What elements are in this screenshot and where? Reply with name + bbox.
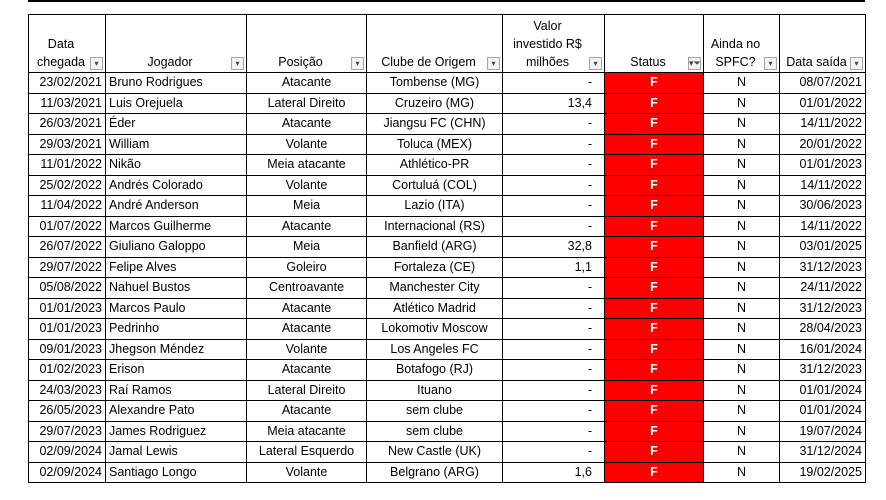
cell-status[interactable]: F: [605, 298, 704, 319]
cell-valor[interactable]: -: [503, 73, 605, 94]
cell-jogador[interactable]: Alexandre Pato: [106, 401, 247, 422]
cell-status[interactable]: F: [605, 196, 704, 217]
cell-data-chegada[interactable]: 24/03/2023: [29, 380, 106, 401]
cell-jogador[interactable]: Raí Ramos: [106, 380, 247, 401]
cell-valor[interactable]: -: [503, 196, 605, 217]
cell-ainda[interactable]: N: [704, 298, 780, 319]
cell-status[interactable]: F: [605, 216, 704, 237]
cell-data-chegada[interactable]: 02/09/2024: [29, 462, 106, 483]
cell-data-chegada[interactable]: 29/07/2022: [29, 257, 106, 278]
cell-jogador[interactable]: André Anderson: [106, 196, 247, 217]
cell-ainda[interactable]: N: [704, 319, 780, 340]
cell-posicao[interactable]: Atacante: [247, 319, 367, 340]
cell-data-saida[interactable]: 31/12/2023: [780, 360, 866, 381]
cell-data-chegada[interactable]: 01/02/2023: [29, 360, 106, 381]
cell-ainda[interactable]: N: [704, 73, 780, 94]
cell-valor[interactable]: -: [503, 298, 605, 319]
cell-data-chegada[interactable]: 11/03/2021: [29, 93, 106, 114]
cell-posicao[interactable]: Volante: [247, 134, 367, 155]
cell-ainda[interactable]: N: [704, 462, 780, 483]
cell-data-chegada[interactable]: 09/01/2023: [29, 339, 106, 360]
cell-jogador[interactable]: Santiago Longo: [106, 462, 247, 483]
cell-posicao[interactable]: Meia: [247, 196, 367, 217]
cell-data-chegada[interactable]: 26/05/2023: [29, 401, 106, 422]
cell-data-saida[interactable]: 31/12/2023: [780, 298, 866, 319]
cell-clube[interactable]: Cruzeiro (MG): [367, 93, 503, 114]
table-row: [29, 114, 866, 135]
cell-posicao[interactable]: Meia atacante: [247, 155, 367, 176]
cell-status[interactable]: F: [605, 380, 704, 401]
cell-posicao[interactable]: Atacante: [247, 114, 367, 135]
cell-valor[interactable]: -: [503, 155, 605, 176]
table-row: [29, 155, 866, 176]
cell-ainda[interactable]: N: [704, 339, 780, 360]
cell-status[interactable]: F: [605, 93, 704, 114]
cell-jogador[interactable]: Luis Orejuela: [106, 93, 247, 114]
cell-posicao[interactable]: Atacante: [247, 73, 367, 94]
cell-data-saida[interactable]: 14/11/2022: [780, 114, 866, 135]
header-label: Status: [630, 55, 666, 69]
cell-ainda[interactable]: N: [704, 196, 780, 217]
table-row: [29, 216, 866, 237]
header-label: Posição: [278, 55, 323, 69]
cell-status[interactable]: F: [605, 401, 704, 422]
table-row: [29, 134, 866, 155]
cell-status[interactable]: F: [605, 114, 704, 135]
cell-clube[interactable]: Jiangsu FC (CHN): [367, 114, 503, 135]
cell-clube[interactable]: Cortuluá (COL): [367, 175, 503, 196]
cell-clube[interactable]: Toluca (MEX): [367, 134, 503, 155]
cell-jogador[interactable]: Erison: [106, 360, 247, 381]
cell-jogador[interactable]: Jhegson Méndez: [106, 339, 247, 360]
cell-valor[interactable]: -: [503, 216, 605, 237]
cell-ainda[interactable]: N: [704, 401, 780, 422]
table-row: [29, 298, 866, 319]
filter-dropdown-icon[interactable]: ▾: [90, 57, 103, 70]
cell-clube[interactable]: Atlético Madrid: [367, 298, 503, 319]
cell-ainda[interactable]: N: [704, 114, 780, 135]
cell-data-saida[interactable]: 01/01/2023: [780, 155, 866, 176]
table-row: [29, 421, 866, 442]
cell-data-saida[interactable]: 01/01/2024: [780, 380, 866, 401]
cell-clube[interactable]: Los Angeles FC: [367, 339, 503, 360]
header-label: Valor investido R$ milhões: [513, 19, 582, 69]
cell-posicao[interactable]: Atacante: [247, 298, 367, 319]
cell-valor[interactable]: 32,8: [503, 237, 605, 258]
cell-jogador[interactable]: Jamal Lewis: [106, 442, 247, 463]
cell-clube[interactable]: Fortaleza (CE): [367, 257, 503, 278]
cell-status[interactable]: F: [605, 175, 704, 196]
cell-jogador[interactable]: Marcos Paulo: [106, 298, 247, 319]
cell-posicao[interactable]: Volante: [247, 339, 367, 360]
table-row: [29, 462, 866, 483]
cell-clube[interactable]: Manchester City: [367, 278, 503, 299]
cell-valor[interactable]: -: [503, 319, 605, 340]
cell-valor[interactable]: -: [503, 278, 605, 299]
cell-data-saida[interactable]: 01/01/2022: [780, 93, 866, 114]
cell-status[interactable]: F: [605, 278, 704, 299]
cell-data-chegada[interactable]: 26/03/2021: [29, 114, 106, 135]
cell-data-chegada[interactable]: 11/04/2022: [29, 196, 106, 217]
table-row: [29, 175, 866, 196]
cell-status[interactable]: F: [605, 155, 704, 176]
cell-posicao[interactable]: Atacante: [247, 401, 367, 422]
cell-ainda[interactable]: N: [704, 278, 780, 299]
cell-data-saida[interactable]: 28/04/2023: [780, 319, 866, 340]
filter-dropdown-icon[interactable]: ▾: [850, 57, 863, 70]
cell-data-saida[interactable]: 24/11/2022: [780, 278, 866, 299]
cell-jogador[interactable]: Marcos Guilherme: [106, 216, 247, 237]
cell-valor[interactable]: -: [503, 380, 605, 401]
cell-clube[interactable]: Ituano: [367, 380, 503, 401]
table-row: [29, 278, 866, 299]
cell-status[interactable]: F: [605, 462, 704, 483]
filter-dropdown-icon[interactable]: ▾: [351, 57, 364, 70]
header-ainda: [704, 15, 780, 73]
cell-ainda[interactable]: N: [704, 175, 780, 196]
cell-ainda[interactable]: N: [704, 237, 780, 258]
table-row: [29, 401, 866, 422]
header-status: [605, 15, 704, 73]
table-row: [29, 196, 866, 217]
cell-status[interactable]: F: [605, 360, 704, 381]
header-saida: [780, 15, 866, 73]
cell-posicao[interactable]: Meia atacante: [247, 421, 367, 442]
cell-clube[interactable]: Belgrano (ARG): [367, 462, 503, 483]
cell-clube[interactable]: Lazio (ITA): [367, 196, 503, 217]
header-label: Jogador: [147, 55, 193, 69]
cell-posicao[interactable]: Atacante: [247, 360, 367, 381]
cell-data-chegada[interactable]: 02/09/2024: [29, 442, 106, 463]
cell-ainda[interactable]: N: [704, 216, 780, 237]
cell-valor[interactable]: -: [503, 442, 605, 463]
table-row: [29, 380, 866, 401]
cell-posicao[interactable]: Volante: [247, 175, 367, 196]
cell-ainda[interactable]: N: [704, 442, 780, 463]
cell-ainda[interactable]: N: [704, 380, 780, 401]
cell-data-chegada[interactable]: 26/07/2022: [29, 237, 106, 258]
header-label: Ainda no SPFC?: [710, 37, 761, 69]
table-row: [29, 442, 866, 463]
cell-data-saida[interactable]: 14/11/2022: [780, 216, 866, 237]
table-row: [29, 360, 866, 381]
cell-status[interactable]: F: [605, 73, 704, 94]
cell-valor[interactable]: -: [503, 360, 605, 381]
cell-valor[interactable]: -: [503, 401, 605, 422]
header-posicao: [247, 15, 367, 73]
cell-jogador[interactable]: Pedrinho: [106, 319, 247, 340]
cell-data-chegada[interactable]: 23/02/2021: [29, 73, 106, 94]
cell-data-chegada[interactable]: 01/07/2022: [29, 216, 106, 237]
cell-posicao[interactable]: Lateral Esquerdo: [247, 442, 367, 463]
cell-jogador[interactable]: Éder: [106, 114, 247, 135]
cell-valor[interactable]: -: [503, 339, 605, 360]
cell-posicao[interactable]: Goleiro: [247, 257, 367, 278]
cell-ainda[interactable]: N: [704, 360, 780, 381]
header-row: [29, 15, 866, 73]
cell-data-saida[interactable]: 14/11/2022: [780, 175, 866, 196]
cell-posicao[interactable]: Meia: [247, 237, 367, 258]
cell-ainda[interactable]: N: [704, 155, 780, 176]
cell-data-chegada[interactable]: 11/01/2022: [29, 155, 106, 176]
cell-valor[interactable]: 13,4: [503, 93, 605, 114]
cell-data-saida[interactable]: 19/02/2025: [780, 462, 866, 483]
table-row: [29, 257, 866, 278]
cell-jogador[interactable]: Nahuel Bustos: [106, 278, 247, 299]
cell-posicao[interactable]: Centroavante: [247, 278, 367, 299]
cell-jogador[interactable]: Felipe Alves: [106, 257, 247, 278]
cell-jogador[interactable]: Giuliano Galoppo: [106, 237, 247, 258]
cell-valor[interactable]: -: [503, 175, 605, 196]
cell-posicao[interactable]: Volante: [247, 462, 367, 483]
cell-status[interactable]: F: [605, 421, 704, 442]
cell-jogador[interactable]: William: [106, 134, 247, 155]
header-label: Data saída: [786, 55, 847, 69]
cell-clube[interactable]: Banfield (ARG): [367, 237, 503, 258]
players-table: [28, 14, 866, 483]
header-clube: [367, 15, 503, 73]
header-label: Data chegada: [37, 37, 85, 69]
cell-data-saida[interactable]: 30/06/2023: [780, 196, 866, 217]
cell-valor[interactable]: -: [503, 421, 605, 442]
header-valor: [503, 15, 605, 73]
cell-posicao[interactable]: Lateral Direito: [247, 93, 367, 114]
filter-dropdown-icon[interactable]: ▾: [764, 57, 777, 70]
cell-data-chegada[interactable]: 01/01/2023: [29, 298, 106, 319]
cell-data-saida[interactable]: 19/07/2024: [780, 421, 866, 442]
cell-data-chegada[interactable]: 29/03/2021: [29, 134, 106, 155]
cell-status[interactable]: F: [605, 134, 704, 155]
cell-status[interactable]: F: [605, 319, 704, 340]
cell-data-saida[interactable]: 31/12/2023: [780, 257, 866, 278]
cell-clube[interactable]: sem clube: [367, 401, 503, 422]
cell-data-chegada[interactable]: 25/02/2022: [29, 175, 106, 196]
cell-status[interactable]: F: [605, 339, 704, 360]
cell-data-chegada[interactable]: 29/07/2023: [29, 421, 106, 442]
header-label: Clube de Origem: [381, 55, 476, 69]
cell-posicao[interactable]: Atacante: [247, 216, 367, 237]
table-row: [29, 93, 866, 114]
cell-ainda[interactable]: N: [704, 134, 780, 155]
cell-clube[interactable]: Lokomotiv Moscow: [367, 319, 503, 340]
cell-status[interactable]: F: [605, 442, 704, 463]
cell-jogador[interactable]: James Rodriguez: [106, 421, 247, 442]
table-row: [29, 339, 866, 360]
cell-data-saida[interactable]: 20/01/2022: [780, 134, 866, 155]
table-body: [29, 73, 866, 483]
cell-ainda[interactable]: N: [704, 257, 780, 278]
table-row: [29, 237, 866, 258]
table-row: [29, 319, 866, 340]
cell-clube[interactable]: Internacional (RS): [367, 216, 503, 237]
cell-valor[interactable]: 1,6: [503, 462, 605, 483]
cell-clube[interactable]: Tombense (MG): [367, 73, 503, 94]
cell-valor[interactable]: -: [503, 114, 605, 135]
filter-dropdown-icon[interactable]: ▾: [589, 57, 602, 70]
cell-clube[interactable]: sem clube: [367, 421, 503, 442]
cell-valor[interactable]: 1,1: [503, 257, 605, 278]
cell-clube[interactable]: Botafogo (RJ): [367, 360, 503, 381]
filter-dropdown-icon[interactable]: ▾: [487, 57, 500, 70]
cell-jogador[interactable]: Bruno Rodrigues: [106, 73, 247, 94]
cell-jogador[interactable]: Nikão: [106, 155, 247, 176]
cell-ainda[interactable]: N: [704, 93, 780, 114]
cell-data-chegada[interactable]: 01/01/2023: [29, 319, 106, 340]
cell-jogador[interactable]: Andrés Colorado: [106, 175, 247, 196]
cell-valor[interactable]: -: [503, 134, 605, 155]
top-border-line: [28, 0, 865, 2]
filter-dropdown-icon[interactable]: ▾: [231, 57, 244, 70]
cell-data-saida[interactable]: 03/01/2025: [780, 237, 866, 258]
table-row: [29, 73, 866, 94]
cell-data-saida[interactable]: 01/01/2024: [780, 401, 866, 422]
cell-status[interactable]: F: [605, 237, 704, 258]
cell-clube[interactable]: Athlético-PR: [367, 155, 503, 176]
cell-data-chegada[interactable]: 05/08/2022: [29, 278, 106, 299]
cell-ainda[interactable]: N: [704, 421, 780, 442]
cell-clube[interactable]: New Castle (UK): [367, 442, 503, 463]
cell-data-saida[interactable]: 31/12/2024: [780, 442, 866, 463]
header-jogador: [106, 15, 247, 73]
cell-posicao[interactable]: Lateral Direito: [247, 380, 367, 401]
filter-active-icon[interactable]: ▾⏷: [689, 58, 701, 68]
cell-status[interactable]: F: [605, 257, 704, 278]
cell-data-saida[interactable]: 16/01/2024: [780, 339, 866, 360]
header-data-chegada: [29, 15, 106, 73]
cell-data-saida[interactable]: 08/07/2021: [780, 73, 866, 94]
